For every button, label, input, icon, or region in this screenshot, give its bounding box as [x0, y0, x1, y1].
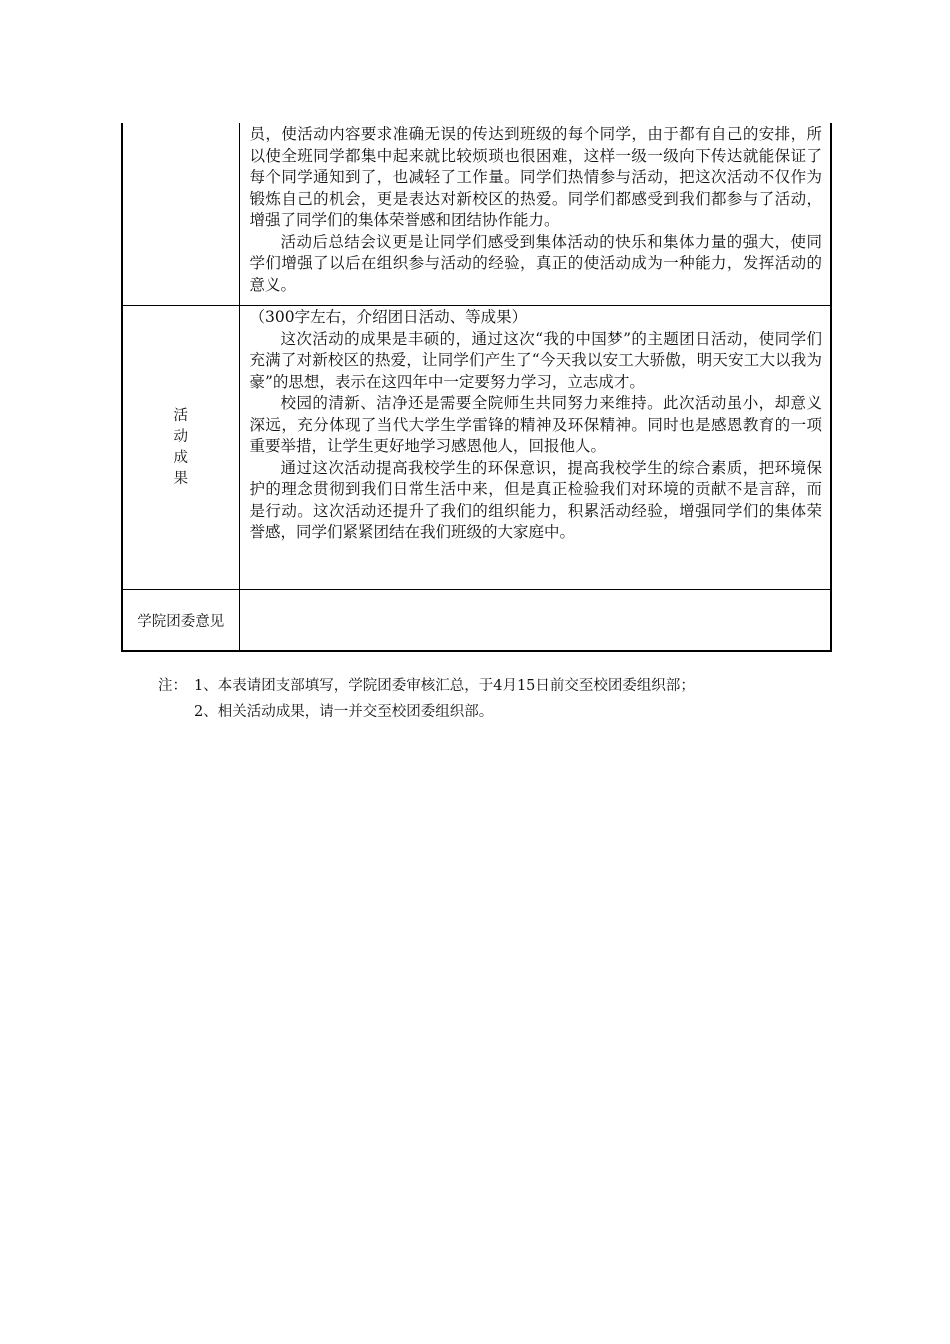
label-char: 果: [173, 470, 188, 487]
note-line-1: [158, 673, 838, 699]
summary-paragraph: 员，使活动内容要求准确无误的传达到班级的每个同学，由于都有自己的安排，所以使全班同学都集中起来就比较烦琐也很困难，这样一级一级向下传达就能保证了每个同学通知到了，也减轻了工作量。同学们热情参与活动，把这次活动不仅作为锻炼自己的机会，更是表达对新校区的热爱。同学们都感受到我们都参与了活动，增强了同学们的集体荣誉感和团结协作能力。: [249, 125, 822, 229]
results-paragraph: 通过这次活动提高我校学生的环保意识，提高我校学生的综合素质，把环境保护的理念贯彻到我们日常生活中来，但是真正检验我们对环境的贡献不是言辞，而是行动。这次活动还提升了我们的组织能力，积累活动经验，增强同学们的集体荣誉感，同学们紧紧团结在我们班级的大家庭中。: [249, 458, 822, 541]
college-committee-opinion-row: [122, 590, 831, 652]
college-committee-opinion-label: 学院团委意见: [137, 613, 225, 630]
label-char: 动: [173, 428, 188, 445]
summary-paragraph: 活动后总结会议更是让同学们感受到集体活动的快乐和集体力量的强大，使同学们增强了以后在组织参与活动的经验，真正的使活动成为一种能力，发挥活动的意义。: [249, 232, 822, 294]
activity-results-row: [122, 306, 831, 590]
college-committee-opinion-field[interactable]: [239, 590, 831, 652]
results-instruction: （300字左右，介绍团日活动、等成果）: [249, 308, 528, 326]
activity-results-content-cell: [239, 306, 831, 590]
activity-summary-content-cell: [239, 123, 831, 306]
results-paragraph: 校园的清新、洁净还是需要全院师生共同努力来维持。此次活动虽小，却意义深远，充分体现了当代大学生学雷锋的精神及环保精神。同时也是感恩教育的一项重要举措，让学生更好地学习感恩他人，回报他人。: [249, 394, 822, 455]
note-text: 1、本表请团支部填写，学院团委审核汇总，于4月15日前交至校团委组织部；: [194, 678, 695, 694]
note-text: 2、相关活动成果，请一并交至校团委组织部。: [194, 704, 494, 720]
activity-summary-text: [240, 123, 831, 296]
note-prefix: 注：: [158, 678, 187, 694]
activity-report-table: [121, 123, 832, 652]
activity-results-label: [123, 306, 239, 589]
form-notes: [158, 673, 838, 725]
activity-results-text: [240, 306, 831, 544]
college-committee-opinion-label-cell: [122, 590, 239, 652]
results-paragraph: 这次活动的成果是丰硕的，通过这次“我的中国梦”的主题团日活动，使同学们充满了对新校区的热爱，让同学们产生了“今天我以安工大骄傲，明天安工大以我为豪”的思想，表示在这四年中一定要努力学习，立志成才。: [249, 329, 822, 391]
label-char: 成: [173, 449, 188, 466]
college-committee-opinion-value: [240, 590, 831, 591]
activity-summary-row: [122, 123, 831, 306]
activity-results-label-cell: [122, 306, 239, 590]
note-line-2: [158, 699, 838, 725]
label-char: 活: [173, 407, 188, 424]
activity-summary-label-cell: [122, 123, 239, 306]
